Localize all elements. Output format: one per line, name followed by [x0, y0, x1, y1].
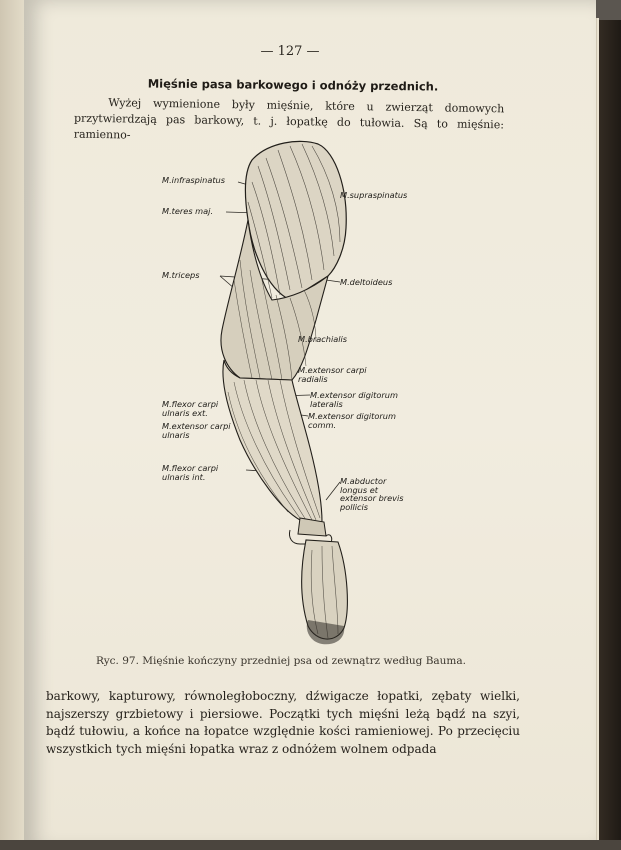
label-supraspinatus: M.supraspinatus: [340, 190, 408, 200]
label-teres-maj: M.teres maj.: [162, 206, 214, 216]
label-deltoideus: M.deltoideus: [340, 277, 393, 287]
bottom-shadow: [0, 840, 621, 850]
label-extensor-digitorum-lateralis: M.extensor digitorum lateralis: [310, 390, 398, 409]
label-extensor-carpi-radialis: M.extensor carpi radialis: [298, 365, 367, 384]
label-extensor-digitorum-comm: M.extensor digitorum comm.: [308, 411, 396, 430]
section-heading: Mięśnie pasa barkowego i odnóży przednich.: [147, 76, 439, 94]
label-brachialis: M.brachialis: [298, 334, 348, 344]
figure-caption: Ryc. 97. Mięśnie kończyny przedniej psa od zewnątrz według Bauma.: [96, 655, 466, 667]
body-paragraph: [46, 688, 520, 758]
label-flexor-carpi-ulnaris-ext: M.flexor carpi ulnaris ext.: [162, 399, 219, 418]
anatomy-figure: [140, 130, 440, 650]
body-text: barkowy, kapturowy, równoległoboczny, dźwigacze łopatki, zębaty wielki, najszerszy grzbietowy i piersiowe. Początki tych mięśni leżą bądź na szyi, bądź tułowiu, a końce na łopatce względnie kości ramieniowej. Po przecięciu wszystkich tych mięśni łopatka wraz z odnóżem wolnem odpada: [46, 689, 520, 756]
label-flexor-carpi-ulnaris-int: M.flexor carpi ulnaris int.: [162, 463, 219, 482]
page-number: — 127 —: [260, 44, 320, 59]
intro-text: Wyżej wymienione były mięśnie, które u zwierząt domowych przytwierdzają pas barkowy, t. j. łopatkę do tułowia. Są to mięśnie: ramienno-: [73, 96, 505, 142]
label-extensor-carpi-ulnaris: M.extensor carpi ulnaris: [162, 421, 231, 440]
label-infraspinatus: M.infraspinatus: [162, 175, 226, 185]
label-triceps: M.triceps: [162, 270, 200, 280]
label-abductor-pollicis: M.abductor longus et extensor brevis pollicis: [340, 476, 404, 512]
